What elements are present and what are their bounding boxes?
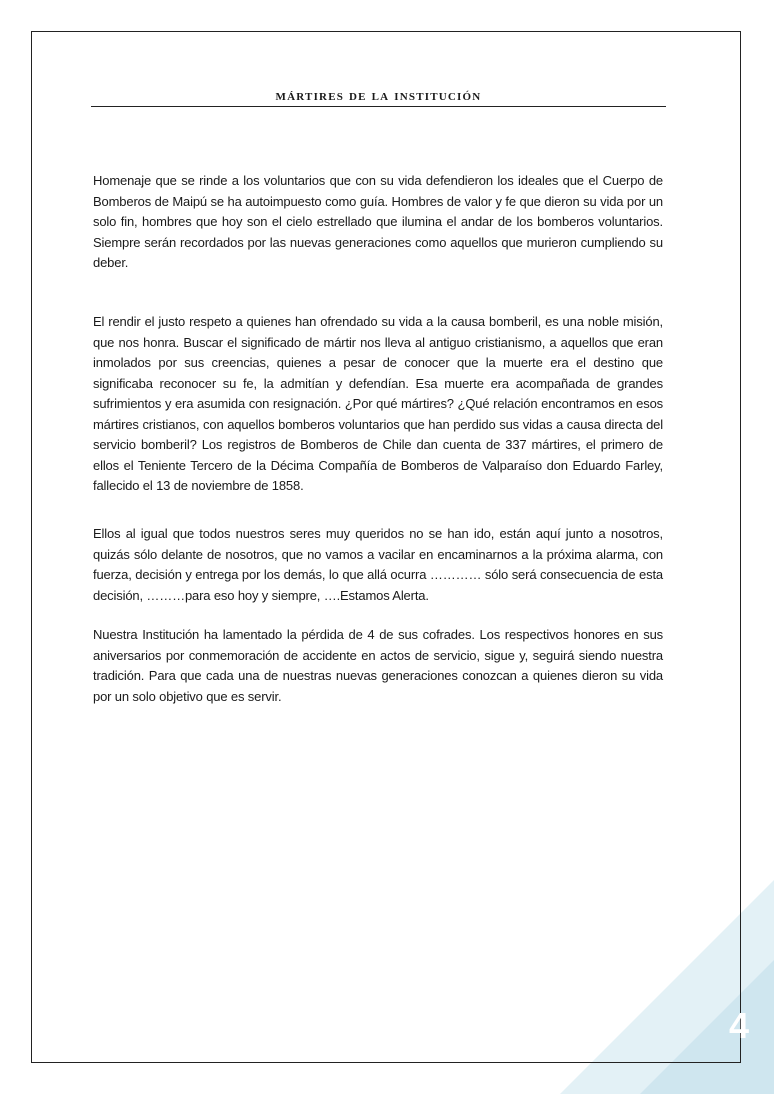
title-underline	[91, 106, 666, 107]
paragraph-martyr-meaning: El rendir el justo respeto a quienes han ofrendado su vida a la causa bomberil, es una noble misión, que nos honra. Buscar el significado de mártir nos lleva al antiguo cristianismo, a aquellos que eran inmolados por sus creencias, quienes a pesar de conocer que la muerte era el destino que significaba reconocer su fe, la admitían y defendían. Esa muerte era acompañada de grandes sufrimientos y era asumida con resignación. ¿Por qué mártires? ¿Qué relación encontramos en esos mártires cristianos, con aquellos bomberos voluntarios que han perdido sus vidas a causa directa del servicio bomberil? Los registros de Bomberos de Chile dan cuenta de 337 mártires, el primero de ellos el Teniente Tercero de la Décima Compañía de Bomberos de Valparaíso don Eduardo Farley, fallecido el 13 de noviembre de 1858.	[93, 314, 663, 493]
paragraph-homage: Homenaje que se rinde a los voluntarios que con su vida defendieron los ideales que el Cuerpo de Bomberos de Maipú se ha autoimpuesto como guía. Hombres de valor y fe que dieron su vida por un solo fin, hombres que hoy son el cielo estrellado que ilumina el andar de los bomberos voluntarios. Siempre serán recordados por las nuevas generaciones como aquellos que murieron cumpliendo su deber.	[93, 173, 663, 270]
page-number: 4	[728, 1005, 750, 1046]
paragraph-institution-losses: Nuestra Institución ha lamentado la pérdida de 4 de sus cofrades. Los respectivos honores en sus aniversarios por conmemoración de accidente en actos de servicio, sigue y, seguirá siendo nuestra tradición. Para que cada una de nuestras nuevas generaciones conozcan a quienes dieron su vida por un solo objetivo que es servir.	[93, 627, 663, 704]
page-title: mártires de la institución	[275, 88, 482, 104]
paragraph-always-alert: Ellos al igual que todos nuestros seres muy queridos no se han ido, están aquí junto a nosotros, quizás sólo delante de nosotros, que no vamos a vacilar en encaminarnos a la próxima alarma, con fuerza, decisión y entrega por los demás, lo que allá ocurra ………… sólo será consecuencia de esta decisión, ………para eso hoy y siempre, ….Estamos Alerta.	[93, 526, 663, 603]
